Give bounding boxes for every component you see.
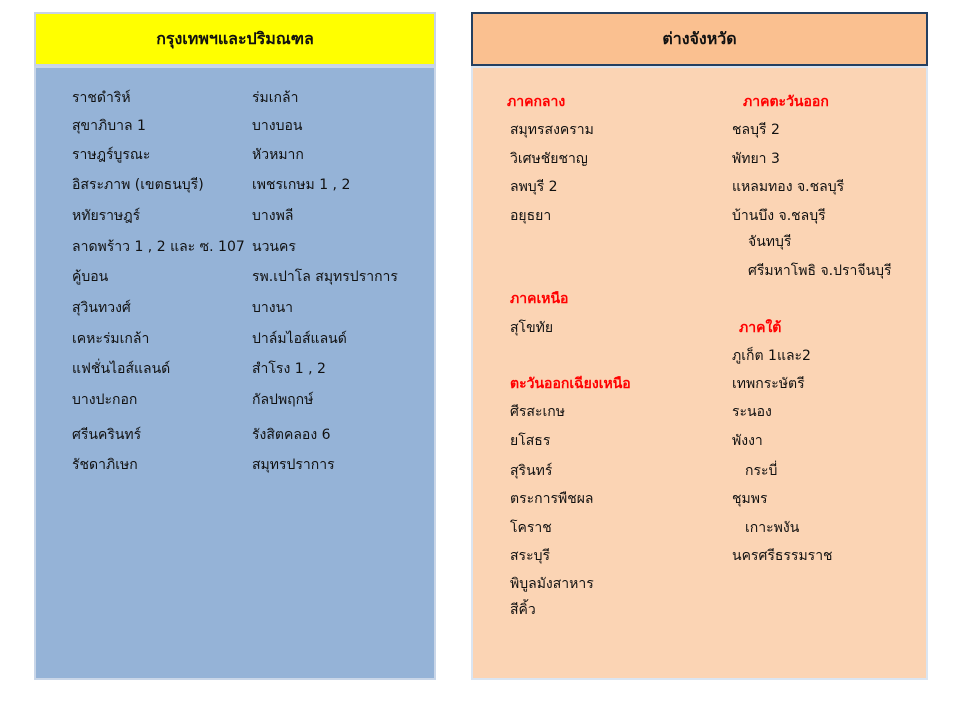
branch-item: สมุทรสงคราม [510, 122, 594, 138]
branch-item: อิสระภาพ (เขตธนบุรี) [72, 177, 204, 193]
branch-item: ยโสธร [510, 433, 551, 449]
branch-item: กระบี่ [745, 463, 778, 479]
branch-item: บางพลี [252, 208, 294, 224]
branch-item: ปาล์มไอส์แลนด์ [252, 331, 347, 347]
branch-item: จันทบุรี [748, 234, 792, 250]
branch-item: วิเศษชัยชาญ [510, 151, 588, 167]
branch-item: แฟชั่นไอส์แลนด์ [72, 361, 171, 377]
branch-item: ศีรสะเกษ [510, 404, 565, 420]
branch-item: สีคิ้ว [510, 602, 536, 618]
branch-item: บางนา [252, 300, 294, 316]
branch-item: สมุทรปราการ [252, 457, 335, 473]
branch-item: สำโรง 1 , 2 [252, 361, 326, 377]
bangkok-header [34, 12, 436, 66]
branch-item: กัลปพฤกษ์ [252, 392, 314, 408]
branch-item: ศรีนครินทร์ [72, 427, 142, 443]
provinces-panel [471, 66, 928, 680]
branch-item: เทพกระษัตรี [732, 376, 805, 392]
region-heading-east: ภาคตะวันออก [743, 94, 829, 110]
branch-item: บ้านบึง จ.ชลบุรี [732, 208, 826, 224]
branch-item: อยุธยา [510, 208, 552, 224]
branch-item: ลพบุรี 2 [510, 179, 558, 195]
branch-item: ร่มเกล้า [252, 90, 299, 106]
branch-item: หัวหมาก [252, 147, 304, 163]
branch-item: นวนคร [252, 239, 296, 255]
branch-item: สระบุรี [510, 548, 550, 564]
branch-item: ระนอง [732, 404, 772, 420]
branch-item: รังสิตคลอง 6 [252, 427, 331, 443]
branch-item: เพชรเกษม 1 , 2 [252, 177, 351, 193]
branch-item: ลาดพร้าว 1 , 2 และ ซ. 107 [72, 239, 245, 255]
branch-item: ชลบุรี 2 [732, 122, 780, 138]
region-heading-central: ภาคกลาง [507, 94, 566, 110]
bangkok-title: กรุงเทพฯและปริมณฑล [156, 28, 314, 48]
branch-item: นครศรีธรรมราช [732, 548, 833, 564]
branch-item: ราชดำริห์ [72, 90, 131, 106]
branch-item: รัชดาภิเษก [72, 457, 138, 473]
branch-item: พังงา [732, 433, 763, 449]
branch-item: แหลมทอง จ.ชลบุรี [732, 179, 845, 195]
branch-item: คู้บอน [72, 269, 109, 285]
branch-item: สุขาภิบาล 1 [72, 118, 146, 134]
branch-item: ราษฎร์บูรณะ [72, 147, 151, 163]
branch-item: ศรีมหาโพธิ จ.ปราจีนบุรี [748, 263, 892, 279]
branch-item: สุรินทร์ [510, 463, 553, 479]
region-heading-north: ภาคเหนือ [510, 291, 569, 307]
bangkok-panel [34, 66, 436, 680]
region-heading-south: ภาคใต้ [739, 320, 782, 336]
branch-item: ชุมพร [732, 491, 768, 507]
branch-item: เกาะพงัน [745, 520, 800, 536]
provinces-title: ต่างจังหวัด [662, 28, 737, 48]
branch-item: ตระการพืชผล [510, 491, 594, 507]
branch-item: พิบูลมังสาหาร [510, 576, 594, 592]
branch-item: บางบอน [252, 118, 303, 134]
branch-item: บางปะกอก [72, 392, 138, 408]
branch-item: หทัยราษฎร์ [72, 208, 141, 224]
branch-item: โคราช [510, 520, 552, 536]
region-heading-northeast: ตะวันออกเฉียงเหนือ [510, 376, 631, 392]
branch-item: พัทยา 3 [732, 151, 780, 167]
branch-item: สุวินทวงศ์ [72, 300, 131, 316]
branch-item: ภูเก็ต 1และ2 [732, 348, 811, 364]
branch-item: เคหะร่มเกล้า [72, 331, 150, 347]
branch-item: รพ.เปาโล สมุทรปราการ [252, 269, 398, 285]
provinces-header [471, 12, 928, 66]
branch-item: สุโขทัย [510, 320, 554, 336]
